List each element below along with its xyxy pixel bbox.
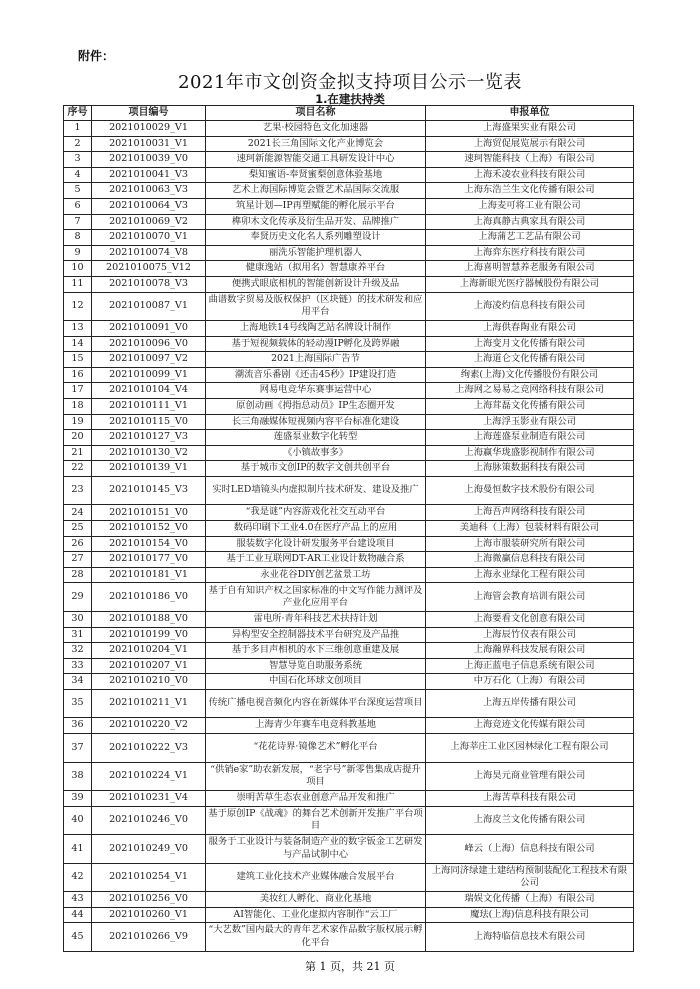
table-row — [64, 658, 634, 674]
applicant-unit: 上海皮兰文化传播有限公司 — [426, 806, 634, 835]
project-code: 2021010096_V0 — [92, 336, 206, 352]
project-code: 2021010063_V3 — [92, 183, 206, 199]
applicant-unit: 上海东浩兰生文化传播有限公司 — [426, 183, 634, 199]
applicant-unit: 上海瀚界科技发展有限公司 — [426, 643, 634, 659]
row-number: 8 — [64, 230, 92, 246]
project-code: 2021010199_V0 — [92, 627, 206, 643]
project-name: 基于短视频载体的轻动漫IP孵化及跨界融 — [206, 336, 426, 352]
applicant-unit: 上海茸磊文化传播有限公司 — [426, 399, 634, 415]
project-code: 2021010145_V3 — [92, 476, 206, 505]
project-code: 2021010064_V3 — [92, 198, 206, 214]
table-row — [64, 643, 634, 659]
project-code: 2021010222_V3 — [92, 734, 206, 763]
table-row — [64, 152, 634, 168]
applicant-unit: 上海昊元商业管理有限公司 — [426, 762, 634, 791]
row-number: 4 — [64, 167, 92, 183]
project-name: 上海青少年赛车电竞科教基地 — [206, 718, 426, 734]
project-code: 2021010246_V0 — [92, 806, 206, 835]
project-code: 2021010087_V1 — [92, 292, 206, 321]
row-number: 43 — [64, 892, 92, 908]
project-name: 基于工业互联网DT-AR工业设计数物融合系 — [206, 552, 426, 568]
project-table — [63, 105, 634, 952]
project-code: 2021010075_V12 — [92, 261, 206, 277]
table-row — [64, 399, 634, 415]
table-row — [64, 627, 634, 643]
applicant-unit: 上海吾声网络科技有限公司 — [426, 505, 634, 521]
project-code: 2021010211_V1 — [92, 689, 206, 718]
row-number: 22 — [64, 461, 92, 477]
row-number: 20 — [64, 430, 92, 446]
project-code: 2021010039_V0 — [92, 152, 206, 168]
applicant-unit: 上海禾凌农业科技有限公司 — [426, 167, 634, 183]
applicant-unit: 美迪科（上海）包装材料有限公司 — [426, 521, 634, 537]
project-name: 速珂新能源智能交通工具研发设计中心 — [206, 152, 426, 168]
project-name: 艺果·校园特色文化加速器 — [206, 121, 426, 137]
row-number: 44 — [64, 907, 92, 923]
table-row — [64, 907, 634, 923]
project-code: 2021010078_V3 — [92, 276, 206, 292]
table-row — [64, 923, 634, 952]
project-code: 2021010254_V1 — [92, 863, 206, 892]
table-row — [64, 689, 634, 718]
table-row — [64, 762, 634, 791]
applicant-unit: 上海贸促展览展示有限公司 — [426, 136, 634, 152]
project-code: 2021010249_V0 — [92, 835, 206, 864]
applicant-unit: 上海浮玉影业有限公司 — [426, 414, 634, 430]
project-name: 基于原创IP《战魂》的舞台艺术创新开发推广平台项目 — [206, 806, 426, 835]
row-number: 13 — [64, 321, 92, 337]
applicant-unit: 上海永业绿化工程有限公司 — [426, 567, 634, 583]
project-code: 2021010041_V3 — [92, 167, 206, 183]
table-row — [64, 383, 634, 399]
row-number: 2 — [64, 136, 92, 152]
page-footer: 第 1 页，共 21 页 — [305, 960, 395, 973]
section-heading: 1.在建扶持类 — [315, 92, 385, 106]
row-number: 25 — [64, 521, 92, 537]
row-number: 36 — [64, 718, 92, 734]
applicant-unit: 上海赢华珑盛影视制作有限公司 — [426, 445, 634, 461]
project-code: 2021010154_V0 — [92, 536, 206, 552]
project-name: 数码印刷下工业4.0在医疗产品上的应用 — [206, 521, 426, 537]
row-number: 14 — [64, 336, 92, 352]
project-code: 2021010260_V1 — [92, 907, 206, 923]
applicant-unit: 绚素(上海)文化传播股份有限公司 — [426, 367, 634, 383]
project-name: 榫卯木文化传承及衍生品开发、品牌推广 — [206, 214, 426, 230]
row-number: 1 — [64, 121, 92, 137]
row-number: 24 — [64, 505, 92, 521]
table-row — [64, 336, 634, 352]
header-unit: 申报单位 — [426, 106, 634, 121]
row-number: 31 — [64, 627, 92, 643]
applicant-unit: 上海新眼光医疗器械股份有限公司 — [426, 276, 634, 292]
attachment-label: 附件： — [78, 49, 115, 63]
table-row — [64, 734, 634, 763]
row-number: 3 — [64, 152, 92, 168]
row-number: 39 — [64, 791, 92, 807]
project-code: 2021010130_V2 — [92, 445, 206, 461]
project-name: 异构型安全控制器技术平台研究及产品推 — [206, 627, 426, 643]
project-code: 2021010210_V0 — [92, 674, 206, 690]
applicant-unit: 上海要看文化创意有限公司 — [426, 611, 634, 627]
project-code: 2021010091_V0 — [92, 321, 206, 337]
row-number: 45 — [64, 923, 92, 952]
table-row — [64, 521, 634, 537]
table-row — [64, 567, 634, 583]
table-row — [64, 230, 634, 246]
applicant-unit: 上海曼恒数字技术股份有限公司 — [426, 476, 634, 505]
applicant-unit: 上海脉策数据科技有限公司 — [426, 461, 634, 477]
project-name: 服装数字化设计研发服务平台建设项目 — [206, 536, 426, 552]
table-row — [64, 806, 634, 835]
table-row — [64, 552, 634, 568]
table-row — [64, 183, 634, 199]
table-row — [64, 835, 634, 864]
project-name: 永业花谷DIY创艺盆景工坊 — [206, 567, 426, 583]
project-name: 基于城市文创IP的数字文创共创平台 — [206, 461, 426, 477]
table-row — [64, 214, 634, 230]
project-code: 2021010188_V0 — [92, 611, 206, 627]
table-row — [64, 198, 634, 214]
applicant-unit: 上海莲盛泵业制造有限公司 — [426, 430, 634, 446]
project-code: 2021010070_V1 — [92, 230, 206, 246]
applicant-unit: 上海麦可将工业有限公司 — [426, 198, 634, 214]
row-number: 10 — [64, 261, 92, 277]
table-row — [64, 167, 634, 183]
table-row — [64, 476, 634, 505]
row-number: 18 — [64, 399, 92, 415]
project-code: 2021010256_V0 — [92, 892, 206, 908]
applicant-unit: 速珂智能科技（上海）有限公司 — [426, 152, 634, 168]
project-code: 2021010127_V3 — [92, 430, 206, 446]
row-number: 17 — [64, 383, 92, 399]
project-code: 2021010186_V0 — [92, 583, 206, 612]
table-row — [64, 583, 634, 612]
table-row — [64, 121, 634, 137]
header-name: 项目名称 — [206, 106, 426, 121]
table-row — [64, 292, 634, 321]
applicant-unit: 上海道仑文化传播有限公司 — [426, 352, 634, 368]
project-name: 曲谱数字贸易及版权保护（区块链）的技术研发和应用平台 — [206, 292, 426, 321]
row-number: 23 — [64, 476, 92, 505]
project-name: 2021长三角国际文化产业博览会 — [206, 136, 426, 152]
table-row — [64, 674, 634, 690]
project-name: 网易电竞华东赛事运营中心 — [206, 383, 426, 399]
applicant-unit: 上海同济绿建土建结构预制装配化工程技术有限公司 — [426, 863, 634, 892]
table-row — [64, 445, 634, 461]
table-row — [64, 321, 634, 337]
applicant-unit: 峰云（上海）信息科技有限公司 — [426, 835, 634, 864]
project-name: 原创动画《拇指总动员》IP生态圈开发 — [206, 399, 426, 415]
row-number: 26 — [64, 536, 92, 552]
project-name: 实时LED墙镜头内虚拟制片技术研发、建设及推广 — [206, 476, 426, 505]
row-number: 33 — [64, 658, 92, 674]
table-row — [64, 261, 634, 277]
project-name: 崇明苦草生态农业创意产品开发和推广 — [206, 791, 426, 807]
applicant-unit: 魔珐(上海)信息科技有限公司 — [426, 907, 634, 923]
row-number: 6 — [64, 198, 92, 214]
project-name: 《小镇故事多》 — [206, 445, 426, 461]
table-row — [64, 136, 634, 152]
row-number: 40 — [64, 806, 92, 835]
project-name: 健康逸站（拟用名）智慧康养平台 — [206, 261, 426, 277]
row-number: 27 — [64, 552, 92, 568]
project-name: 服务于工业设计与装备制造产业的数字钣金工艺研发与产品试制中心 — [206, 835, 426, 864]
row-number: 28 — [64, 567, 92, 583]
applicant-unit: 上海变月文化传播有限公司 — [426, 336, 634, 352]
applicant-unit: 上海管会教育培训有限公司 — [426, 583, 634, 612]
project-name: “大艺数”国内最大的青年艺术家作品数字版权展示孵化平台 — [206, 923, 426, 952]
applicant-unit: 上海辰竹仪表有限公司 — [426, 627, 634, 643]
applicant-unit: 上海网之易易之竞网络科技有限公司 — [426, 383, 634, 399]
project-code: 2021010231_V4 — [92, 791, 206, 807]
applicant-unit: 上海真静古典家具有限公司 — [426, 214, 634, 230]
project-name: 艺术上海国际博览会暨艺术品国际交流服 — [206, 183, 426, 199]
row-number: 35 — [64, 689, 92, 718]
table-row — [64, 863, 634, 892]
project-code: 2021010266_V9 — [92, 923, 206, 952]
project-name: 美妆红人孵化、商业化基地 — [206, 892, 426, 908]
table-row — [64, 352, 634, 368]
project-code: 2021010220_V2 — [92, 718, 206, 734]
table-row — [64, 276, 634, 292]
project-code: 2021010097_V2 — [92, 352, 206, 368]
row-number: 32 — [64, 643, 92, 659]
applicant-unit: 上海弈东医疗科技有限公司 — [426, 245, 634, 261]
row-number: 9 — [64, 245, 92, 261]
project-name: “花花诗界·镜像艺术”孵化平台 — [206, 734, 426, 763]
project-code: 2021010139_V1 — [92, 461, 206, 477]
applicant-unit: 上海五岸传播有限公司 — [426, 689, 634, 718]
project-code: 2021010031_V1 — [92, 136, 206, 152]
applicant-unit: 上海正蓝电子信息系统有限公司 — [426, 658, 634, 674]
project-name: 奉贤历史文化名人系列雕塑设计 — [206, 230, 426, 246]
table-row — [64, 414, 634, 430]
applicant-unit: 上海莘庄工业区园林绿化工程有限公司 — [426, 734, 634, 763]
project-name: 丽洗乐智能护理机器人 — [206, 245, 426, 261]
row-number: 34 — [64, 674, 92, 690]
row-number: 29 — [64, 583, 92, 612]
row-number: 30 — [64, 611, 92, 627]
applicant-unit: 上海蒲艺工艺品有限公司 — [426, 230, 634, 246]
row-number: 37 — [64, 734, 92, 763]
project-name: 基于自有知识产权之国家标准的中文写作能力测评及产业化应用平台 — [206, 583, 426, 612]
project-code: 2021010074_V8 — [92, 245, 206, 261]
table-row — [64, 367, 634, 383]
applicant-unit: 上海喜明智慧养老服务有限公司 — [426, 261, 634, 277]
table-body — [64, 121, 634, 952]
document-title: 2021年市文创资金拟支持项目公示一览表 — [178, 72, 522, 93]
project-code: 2021010207_V1 — [92, 658, 206, 674]
applicant-unit: 瑞娱文化传播（上海）有限公司 — [426, 892, 634, 908]
table-row — [64, 430, 634, 446]
row-number: 7 — [64, 214, 92, 230]
applicant-unit: 上海微赢信息科技有限公司 — [426, 552, 634, 568]
project-name: 潮流音乐番剧《还击45秒》IP建设打造 — [206, 367, 426, 383]
header-no: 序号 — [64, 106, 92, 121]
project-code: 2021010181_V1 — [92, 567, 206, 583]
row-number: 42 — [64, 863, 92, 892]
project-name: 莲盛泵业数字化转型 — [206, 430, 426, 446]
row-number: 21 — [64, 445, 92, 461]
project-name: 智慧导览自助服务系统 — [206, 658, 426, 674]
project-name: 传统广播电视音频化内容在新媒体平台深度运营项目 — [206, 689, 426, 718]
table-row — [64, 892, 634, 908]
project-code: 2021010104_V4 — [92, 383, 206, 399]
applicant-unit: 上海市服装研究所有限公司 — [426, 536, 634, 552]
table-row — [64, 611, 634, 627]
project-code: 2021010204_V1 — [92, 643, 206, 659]
applicant-unit: 上海供春陶业有限公司 — [426, 321, 634, 337]
project-name: 基于多目声相机的水下三维创意重建及展 — [206, 643, 426, 659]
row-number: 16 — [64, 367, 92, 383]
project-code: 2021010069_V2 — [92, 214, 206, 230]
table-row — [64, 536, 634, 552]
project-name: 雷电所·青年科技艺术扶持计划 — [206, 611, 426, 627]
project-name: AI智能化、工业化虚拟内容制作“云工厂 — [206, 907, 426, 923]
project-code: 2021010099_V1 — [92, 367, 206, 383]
applicant-unit: 中万石化（上海）有限公司 — [426, 674, 634, 690]
table-header-row — [64, 106, 634, 121]
project-name: 中国石化环球文创项目 — [206, 674, 426, 690]
applicant-unit: 上海凌灼信息科技有限公司 — [426, 292, 634, 321]
project-name: 2021上海国际广告节 — [206, 352, 426, 368]
project-name: 上海地铁14号线陶艺站名牌设计制作 — [206, 321, 426, 337]
project-name: “我是谜”内容游戏化社交互动平台 — [206, 505, 426, 521]
row-number: 12 — [64, 292, 92, 321]
project-name: 筑星计划—IP再塑赋能的孵化展示平台 — [206, 198, 426, 214]
project-code: 2021010224_V1 — [92, 762, 206, 791]
table-row — [64, 245, 634, 261]
project-name: 建筑工业化技术产业媒体融合发展平台 — [206, 863, 426, 892]
row-number: 11 — [64, 276, 92, 292]
applicant-unit: 上海特临信息技术有限公司 — [426, 923, 634, 952]
applicant-unit: 上海苦草科技有限公司 — [426, 791, 634, 807]
project-code: 2021010029_V1 — [92, 121, 206, 137]
project-name: 长三角融媒体短视频内容平台标准化建设 — [206, 414, 426, 430]
table-row — [64, 791, 634, 807]
row-number: 41 — [64, 835, 92, 864]
project-code: 2021010177_V0 — [92, 552, 206, 568]
table-row — [64, 461, 634, 477]
project-name: 便携式眼底相机的智能创新设计升级及品 — [206, 276, 426, 292]
applicant-unit: 上海竞迹文化传媒有限公司 — [426, 718, 634, 734]
project-code: 2021010115_V0 — [92, 414, 206, 430]
project-name: “供销e家”助农新发展，“老字号”新零售集成店提升项目 — [206, 762, 426, 791]
table-row — [64, 718, 634, 734]
project-code: 2021010111_V1 — [92, 399, 206, 415]
header-code: 项目编号 — [92, 106, 206, 121]
applicant-unit: 上海盛果实业有限公司 — [426, 121, 634, 137]
row-number: 38 — [64, 762, 92, 791]
row-number: 15 — [64, 352, 92, 368]
table-row — [64, 505, 634, 521]
project-name: 梨知蜜语-奉贤蜜梨创意体验基地 — [206, 167, 426, 183]
row-number: 5 — [64, 183, 92, 199]
project-code: 2021010151_V0 — [92, 505, 206, 521]
project-code: 2021010152_V0 — [92, 521, 206, 537]
row-number: 19 — [64, 414, 92, 430]
